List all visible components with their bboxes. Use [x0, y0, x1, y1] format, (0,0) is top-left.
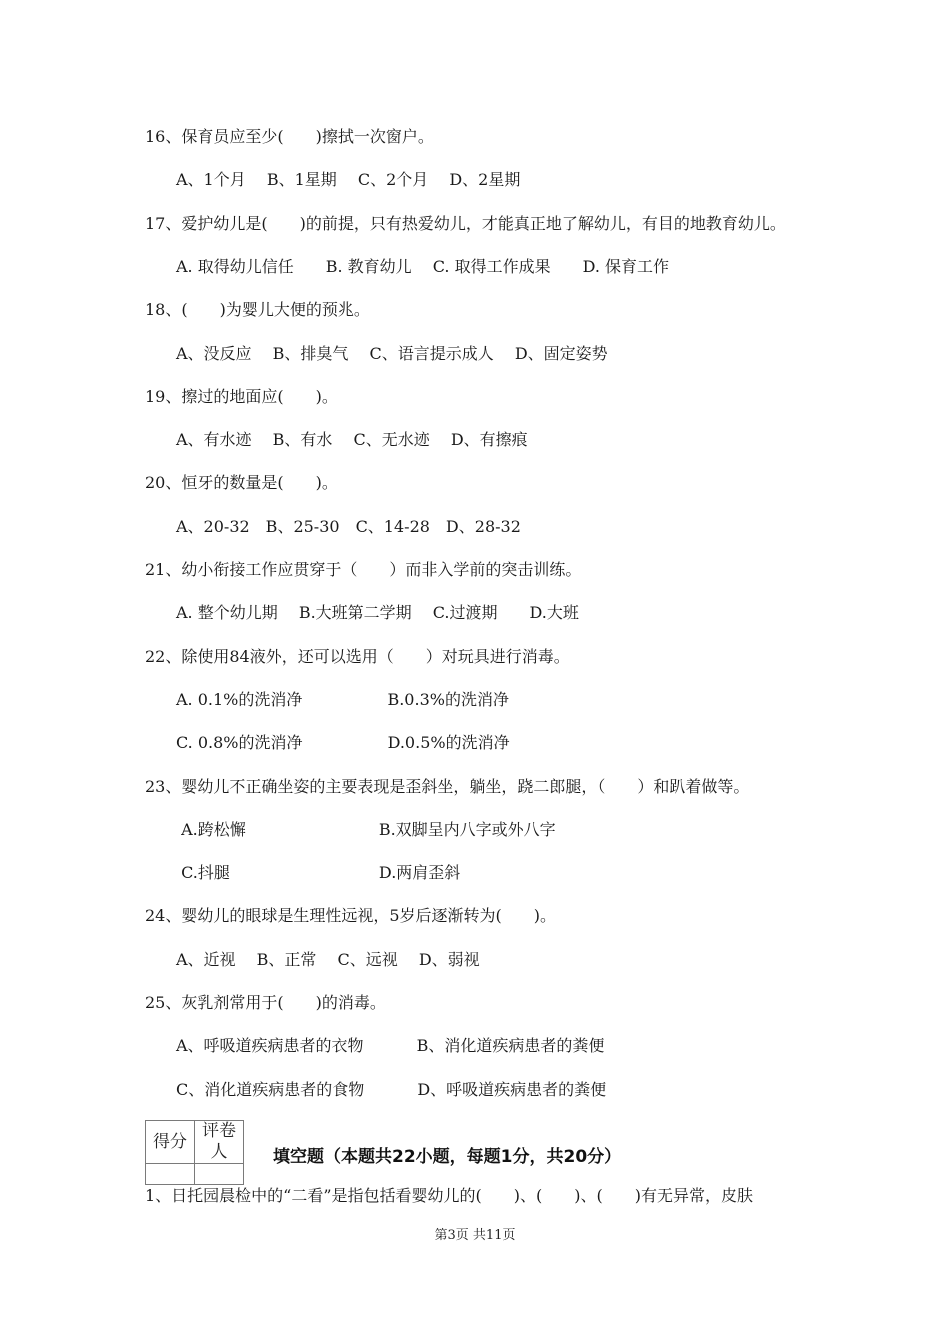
question-line: 16、保育员应至少( )擦拭一次窗户。	[145, 127, 434, 146]
question-line: 22、除使用84液外，还可以选用（ ）对玩具进行消毒。	[145, 647, 570, 666]
option-line: A、没反应 B、排臭气 C、语言提示成人 D、固定姿势	[176, 344, 608, 363]
option-line: A、20-32 B、25-30 C、14-28 D、28-32	[176, 517, 521, 536]
question-line: 24、婴幼儿的眼球是生理性远视，5岁后逐渐转为( )。	[145, 906, 557, 925]
score-cell	[146, 1164, 195, 1185]
option-line: A. 整个幼儿期 B.大班第二学期 C.过渡期 D.大班	[176, 603, 579, 622]
score-label: 得分	[146, 1121, 195, 1164]
question-line: 23、婴幼儿不正确坐姿的主要表现是歪斜坐，躺坐，跷二郎腿，（ ）和趴着做等。	[145, 777, 750, 796]
option-line: A、1个月 B、1星期 C、2个月 D、2星期	[176, 170, 521, 189]
option-line: A. 0.1%的洗消净 B.0.3%的洗消净	[176, 690, 509, 709]
question-line: 18、( )为婴儿大便的预兆。	[145, 300, 370, 319]
score-table	[145, 1120, 244, 1185]
question-line: 21、幼小衔接工作应贯穿于（ ）而非入学前的突击训练。	[145, 560, 582, 579]
option-line: A.跨松懈 B.双脚呈内八字或外八字	[176, 820, 556, 839]
option-line: A、有水迹 B、有水 C、无水迹 D、有擦痕	[176, 430, 528, 449]
question-line: 17、爱护幼儿是( )的前提，只有热爱幼儿，才能真正地了解幼儿，有目的地教育幼儿。	[145, 214, 786, 233]
question-line: 1、日托园晨检中的“二看”是指包括看婴幼儿的( )、( )、( )有无异常，皮肤	[145, 1186, 753, 1205]
option-line: C、消化道疾病患者的食物 D、呼吸道疾病患者的粪便	[176, 1080, 607, 1099]
section-title: 填空题（本题共22小题，每题1分，共20分）	[273, 1147, 622, 1167]
option-line: A、近视 B、正常 C、远视 D、弱视	[176, 950, 480, 969]
option-line: A、呼吸道疾病患者的衣物 B、消化道疾病患者的粪便	[176, 1036, 605, 1055]
page-footer: 第3页 共11页	[434, 1228, 516, 1243]
grader-label: 评卷人	[195, 1121, 244, 1164]
grader-cell	[195, 1164, 244, 1185]
question-line: 20、恒牙的数量是( )。	[145, 473, 338, 492]
option-line: A. 取得幼儿信任 B. 教育幼儿 C. 取得工作成果 D. 保育工作	[176, 257, 670, 276]
question-line: 25、灰乳剂常用于( )的消毒。	[145, 993, 386, 1012]
option-line: C. 0.8%的洗消净 D.0.5%的洗消净	[176, 733, 510, 752]
option-line: C.抖腿 D.两肩歪斜	[176, 863, 461, 882]
question-line: 19、擦过的地面应( )。	[145, 387, 338, 406]
